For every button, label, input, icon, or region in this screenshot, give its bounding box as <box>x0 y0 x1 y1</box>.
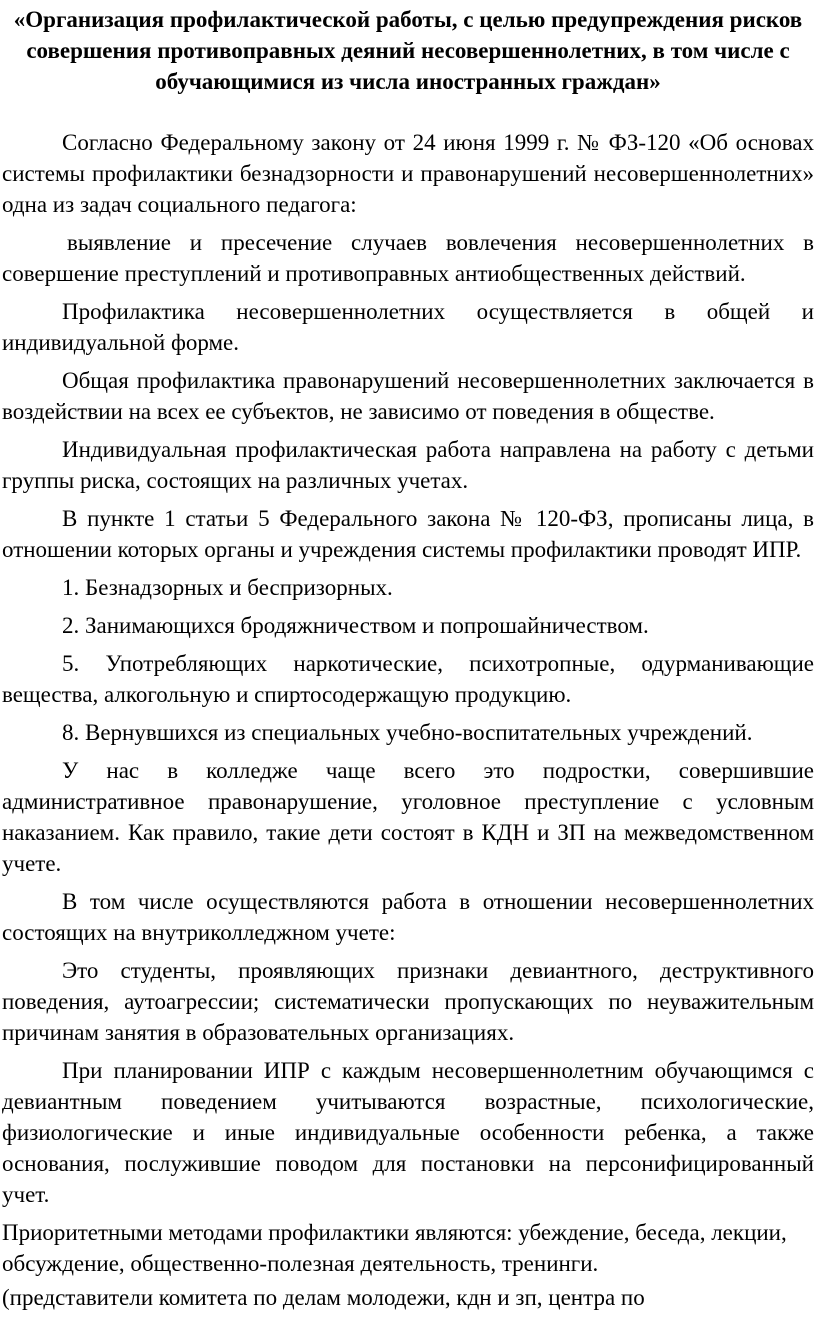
document-title: «Организация профилактической работы, с целью предупреждения рисков совершения противоправных деяний несовершеннолетних, в том числе с обучающимися из числа иностранных граждан» <box>13 7 803 94</box>
paragraph-federal-law: Согласно Федеральному закону от 24 июня 1999 г. № ФЗ-120 «Об основах системы профилактики безнадзорности и правонарушений несовершеннолетних» одна из задач социального педагога: <box>2 130 814 217</box>
list-item: 8. Вернувшихся из специальных учебно-воспитательных учреждений. <box>62 720 753 745</box>
paragraph-students-signs: Это студенты, проявляющих признаки девиантного, деструктивного поведения, аутоагрессии; систематически пропускающих по неуважительным причинам занятия в образовательных организациях. <box>2 958 814 1045</box>
paragraph-article-5: В пункте 1 статьи 5 Федерального закона № 120-ФЗ, прописаны лица, в отношении которых органы и учреждения системы профилактики проводят ИПР. <box>2 506 814 562</box>
paragraph-priority-methods: Приоритетными методами профилактики являются: убеждение, беседа, лекции, обсуждение, общественно-полезная деятельность, тренинги. <box>2 1220 787 1276</box>
paragraph-internal-registry: В том числе осуществляются работа в отношении несовершеннолетних состоящих на внутриколледжном учете: <box>2 889 814 945</box>
paragraph-ipr-planning: При планировании ИПР с каждым несовершеннолетним обучающимся с девиантным поведением учитываются возрастные, психологические, физиологические и иные индивидуальные особенности ребенка, а также основания, послужившие поводом для постановки на персонифицированный учет. <box>2 1058 814 1207</box>
paragraph-college-teens: У нас в колледже чаще всего это подростки, совершившие административное правонарушение, уголовное преступление с условным наказанием. Как правило, такие дети состоят в КДН и ЗП на межведомственном учете. <box>2 758 814 876</box>
list-item: 5. Употребляющих наркотические, психотропные, одурманивающие вещества, алкогольную и спиртосодержащую продукцию. <box>2 651 814 707</box>
paragraph-individual-prevention: Индивидуальная профилактическая работа направлена на работу с детьми группы риска, состоящих на различных учетах. <box>2 437 814 493</box>
list-item: 2. Занимающихся бродяжничеством и попрошайничеством. <box>62 613 649 638</box>
paragraph-general-prevention: Общая профилактика правонарушений несовершеннолетних заключается в воздействии на всех ее субъектов, не зависимо от поведения в обществе. <box>2 368 814 424</box>
paragraph-representatives: (представители комитета по делам молодежи, кдн и зп, центра по <box>2 1285 645 1310</box>
paragraph-task: выявление и пресечение случаев вовлечения несовершеннолетних в совершение преступлений и противоправных антиобщественных действий. <box>2 230 814 286</box>
list-item: 1. Безнадзорных и беспризорных. <box>62 575 393 600</box>
paragraph-prevention-forms: Профилактика несовершеннолетних осуществляется в общей и индивидуальной форме. <box>2 299 814 355</box>
